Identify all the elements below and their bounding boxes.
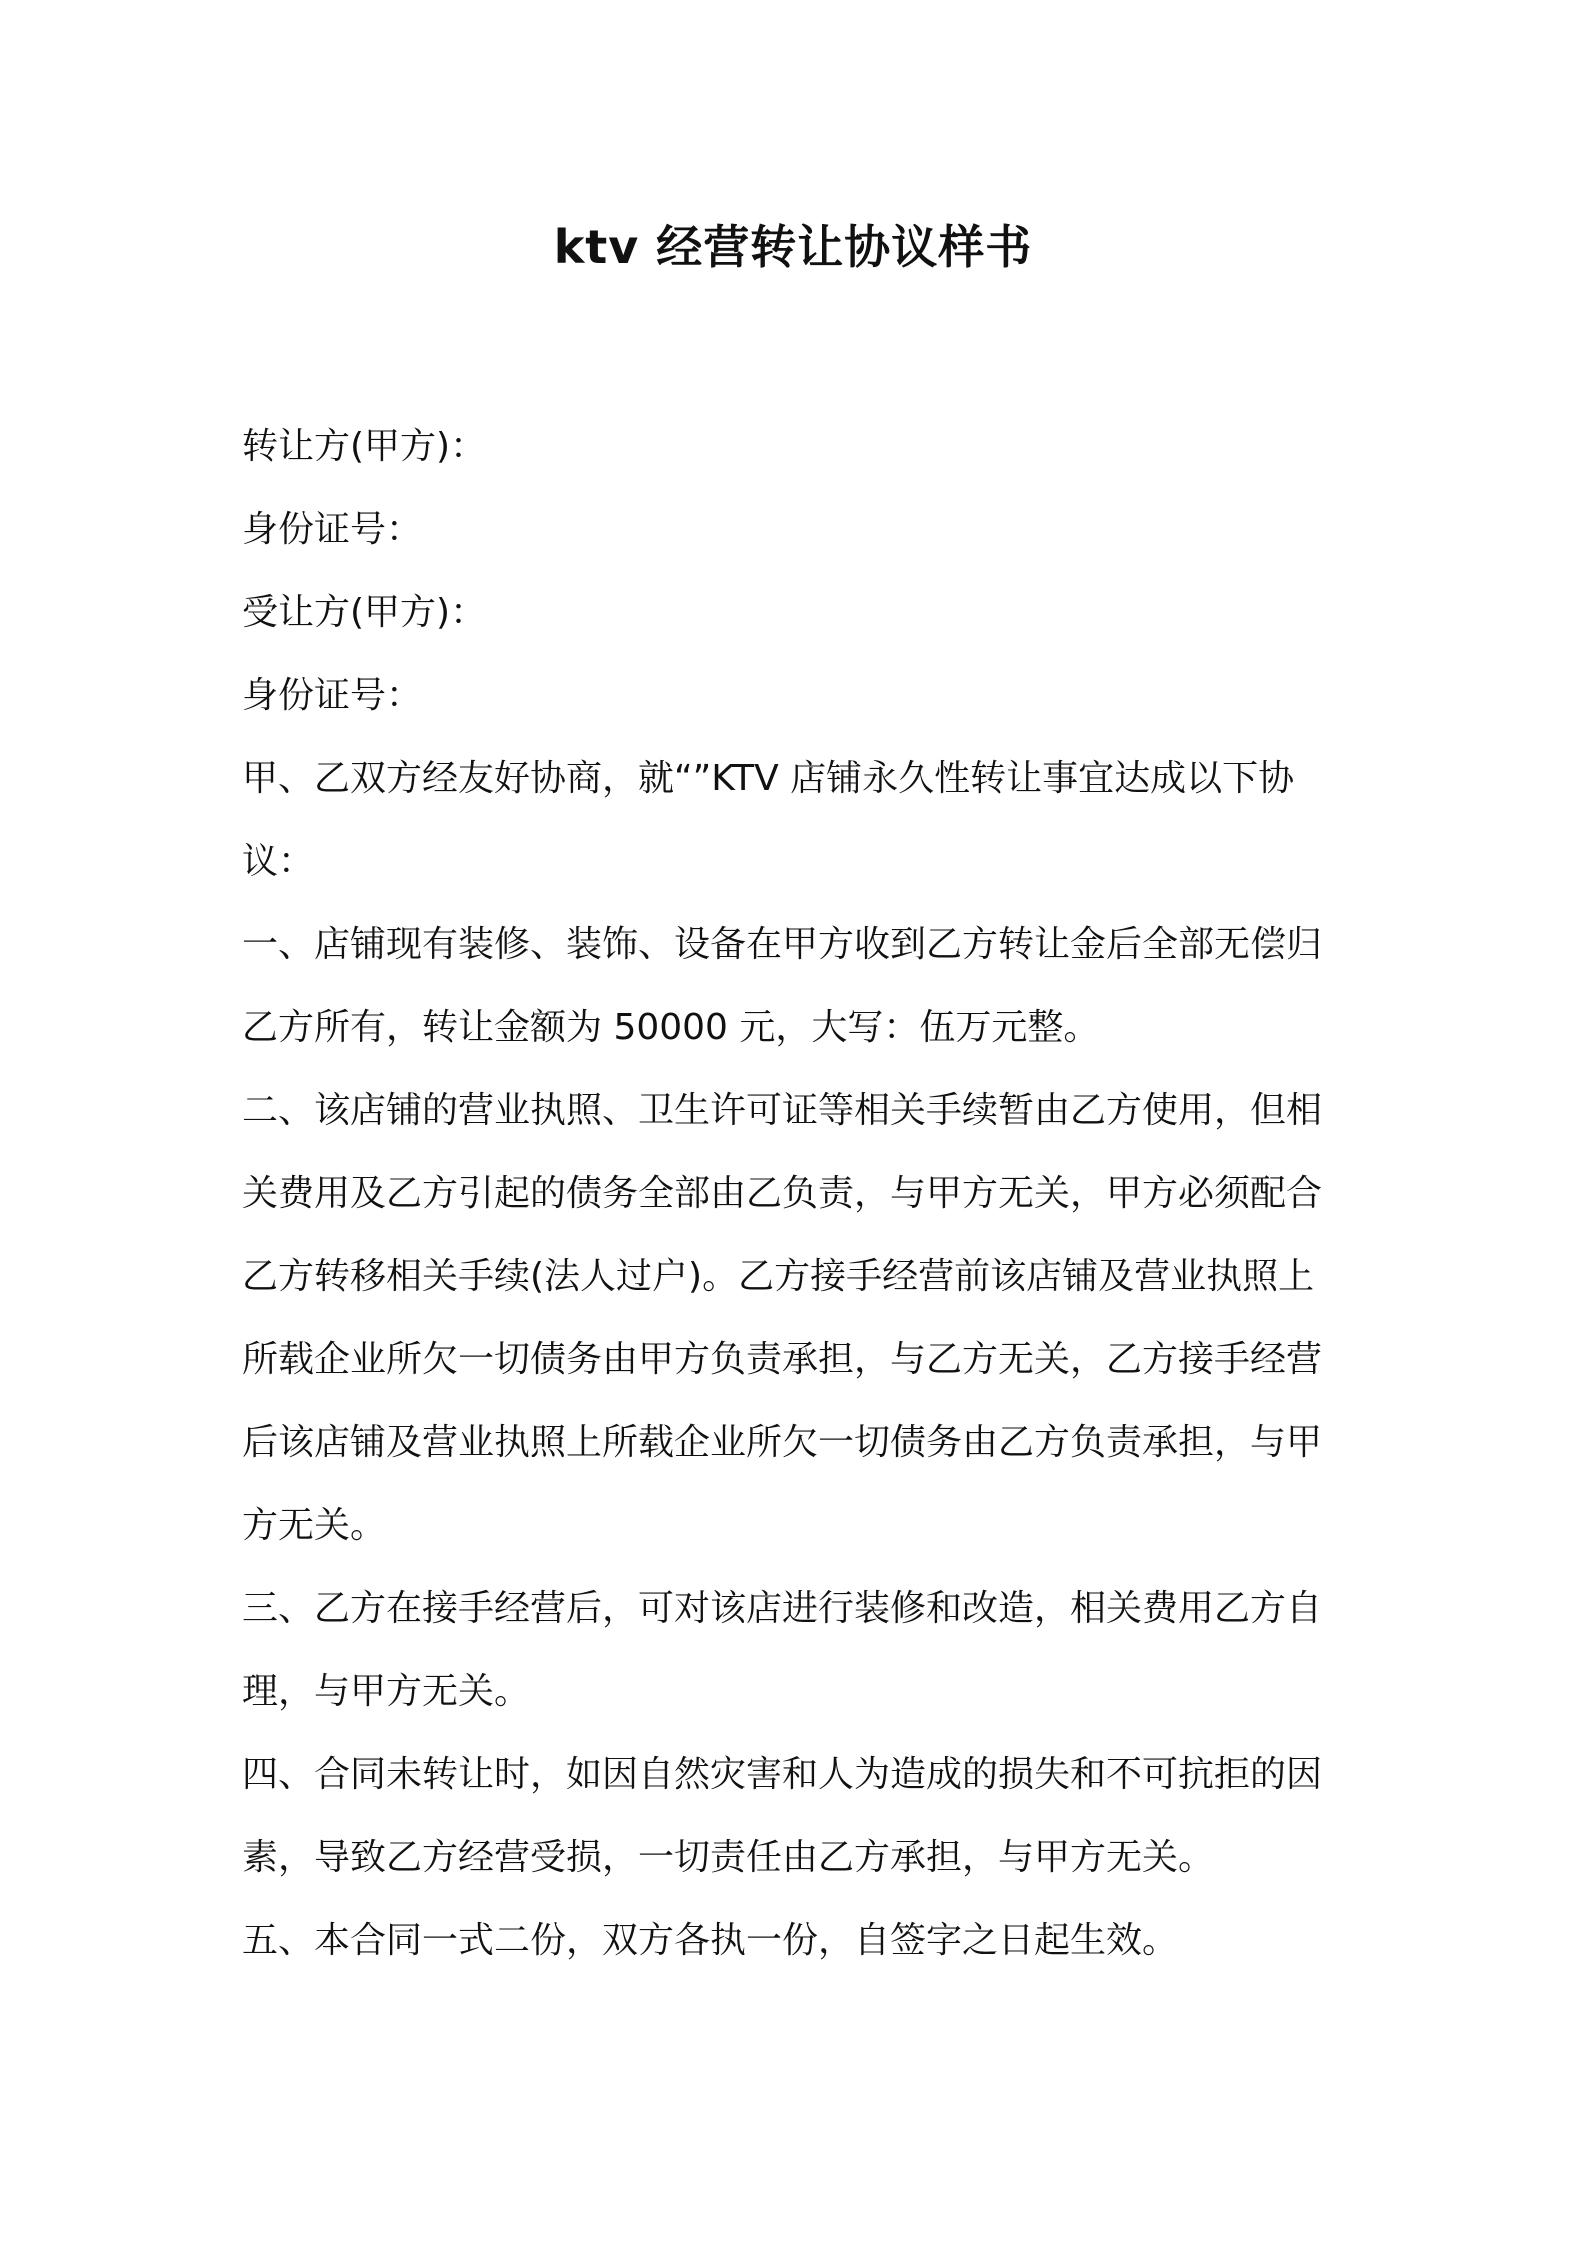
clause-5-line-1: 五、本合同一式二份，双方各执一份，自签字之日起生效。 xyxy=(242,1920,1179,1961)
document-body xyxy=(242,405,1352,1982)
clause-2-line-5: 后该店铺及营业执照上所载企业所欠一切债务由乙方负责承担，与甲 xyxy=(242,1422,1323,1463)
clause-4-line-2: 素，导致乙方经营受损，一切责任由乙方承担，与甲方无关。 xyxy=(242,1837,1215,1878)
clause-4-line-1: 四、合同未转让时，如因自然灾害和人为造成的损失和不可抗拒的因 xyxy=(242,1754,1323,1795)
clause-2-line-1: 二、该店铺的营业执照、卫生许可证等相关手续暂由乙方使用，但相 xyxy=(242,1090,1323,1131)
transferee-id-label: 身份证号： xyxy=(242,675,423,716)
clause-1-line-1: 一、店铺现有装修、装饰、设备在甲方收到乙方转让金后全部无偿归 xyxy=(242,924,1323,965)
clause-2-line-3: 乙方转移相关手续(法人过户)。乙方接手经营前该店铺及营业执照上 xyxy=(242,1256,1315,1297)
clause-2-line-4: 所载企业所欠一切债务由甲方负责承担，与乙方无关，乙方接手经营 xyxy=(242,1339,1323,1380)
transferee-label: 受让方(甲方)： xyxy=(242,592,487,633)
document-title: ktv 经营转让协议样书 xyxy=(553,220,1033,274)
clause-2-line-2: 关费用及乙方引起的债务全部由乙负责，与甲方无关，甲方必须配合 xyxy=(242,1173,1323,1214)
preamble-line-2: 议： xyxy=(242,841,315,882)
clause-2-line-6: 方无关。 xyxy=(242,1505,387,1546)
transferor-id-label: 身份证号： xyxy=(242,509,423,550)
clause-3-line-2: 理，与甲方无关。 xyxy=(242,1671,531,1712)
transferor-label: 转让方(甲方)： xyxy=(242,426,487,467)
preamble-line-1: 甲、乙双方经友好协商，就“”KTV 店铺永久性转让事宜达成以下协 xyxy=(242,758,1295,799)
clause-3-line-1: 三、乙方在接手经营后，可对该店进行装修和改造，相关费用乙方自 xyxy=(242,1588,1323,1629)
clause-1-line-2: 乙方所有，转让金额为 50000 元，大写：伍万元整。 xyxy=(242,1007,1100,1048)
